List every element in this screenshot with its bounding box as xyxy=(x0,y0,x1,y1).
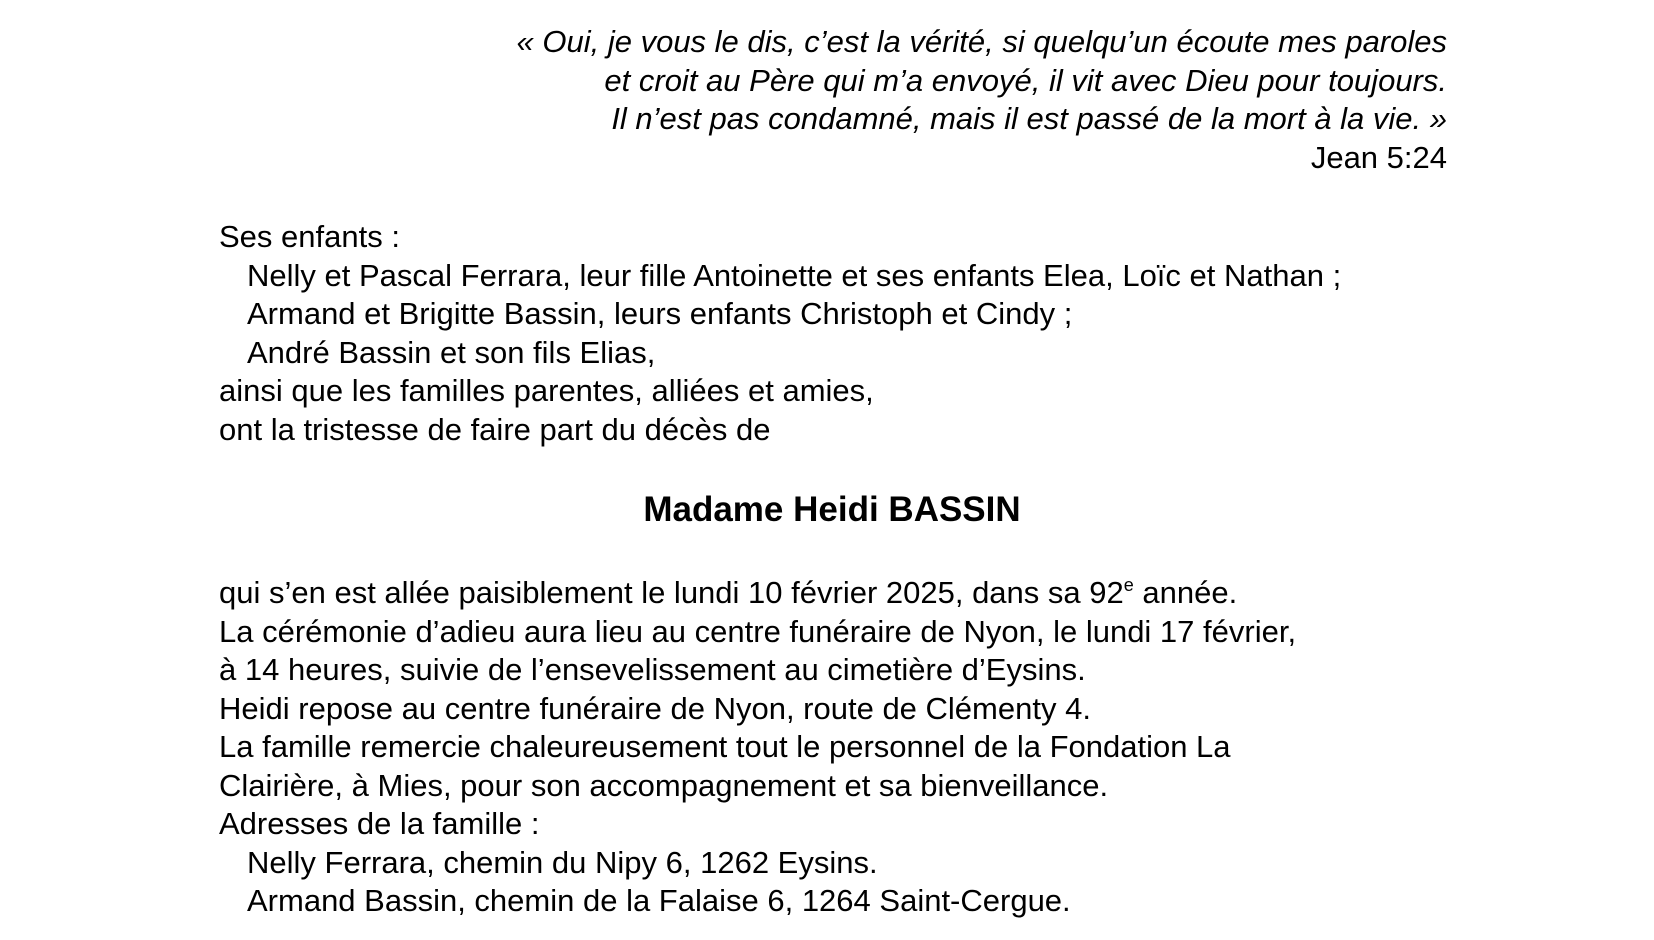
passing-text-end: année. xyxy=(1133,575,1238,610)
ordinal-suffix: e xyxy=(1123,575,1134,595)
quote-line: « Oui, je vous le dis, c’est la vérité, si quelqu’un écoute mes paroles xyxy=(516,24,1447,59)
child-entry: André Bassin et son fils Elias, xyxy=(247,334,656,370)
passing-line xyxy=(219,574,1296,613)
address-entry: Armand Bassin, chemin de la Falaise 6, 1264 Saint-Cergue. xyxy=(247,883,1071,918)
relatives-line: ainsi que les familles parentes, alliées et amies, xyxy=(219,373,874,408)
passing-text: qui s’en est allée paisiblement le lundi 10 février 2025, dans sa 92 xyxy=(219,575,1124,610)
child-entry: Armand et Brigitte Bassin, leurs enfants Christoph et Cindy ; xyxy=(247,296,1073,331)
quote-reference: Jean 5:24 xyxy=(1310,139,1447,175)
deceased-name: Madame Heidi BASSIN xyxy=(643,490,1021,529)
announcement-line: ont la tristesse de faire part du décès de xyxy=(219,411,771,447)
repose-line: Heidi repose au centre funéraire de Nyon, route de Clémenty 4. xyxy=(219,690,1091,726)
quote-line: et croit au Père qui m’a envoyé, il vit avec Dieu pour toujours. xyxy=(604,62,1447,98)
address-entry: Nelly Ferrara, chemin du Nipy 6, 1262 Eysins. xyxy=(247,844,878,880)
funeral-details xyxy=(219,574,1296,921)
child-entry: Nelly et Pascal Ferrara, leur fille Antoinette et ses enfants Elea, Loïc et Nathan ; xyxy=(247,257,1342,293)
addresses-intro: Adresses de la famille : xyxy=(219,806,540,841)
quote-line: Il n’est pas condamné, mais il est passé de la mort à la vie. » xyxy=(611,101,1447,136)
ceremony-line: à 14 heures, suivie de l’ensevelissement au cimetière d’Eysins. xyxy=(219,652,1086,687)
family-intro: Ses enfants : xyxy=(219,219,400,254)
thanks-line: Clairière, à Mies, pour son accompagnement et sa bienveillance. xyxy=(219,767,1109,803)
thanks-line: La famille remercie chaleureusement tout le personnel de la Fondation La xyxy=(219,729,1231,764)
bible-quote xyxy=(517,23,1447,177)
ceremony-line: La cérémonie d’adieu aura lieu au centre funéraire de Nyon, le lundi 17 février, xyxy=(219,613,1297,649)
family-announcement xyxy=(219,218,1341,449)
